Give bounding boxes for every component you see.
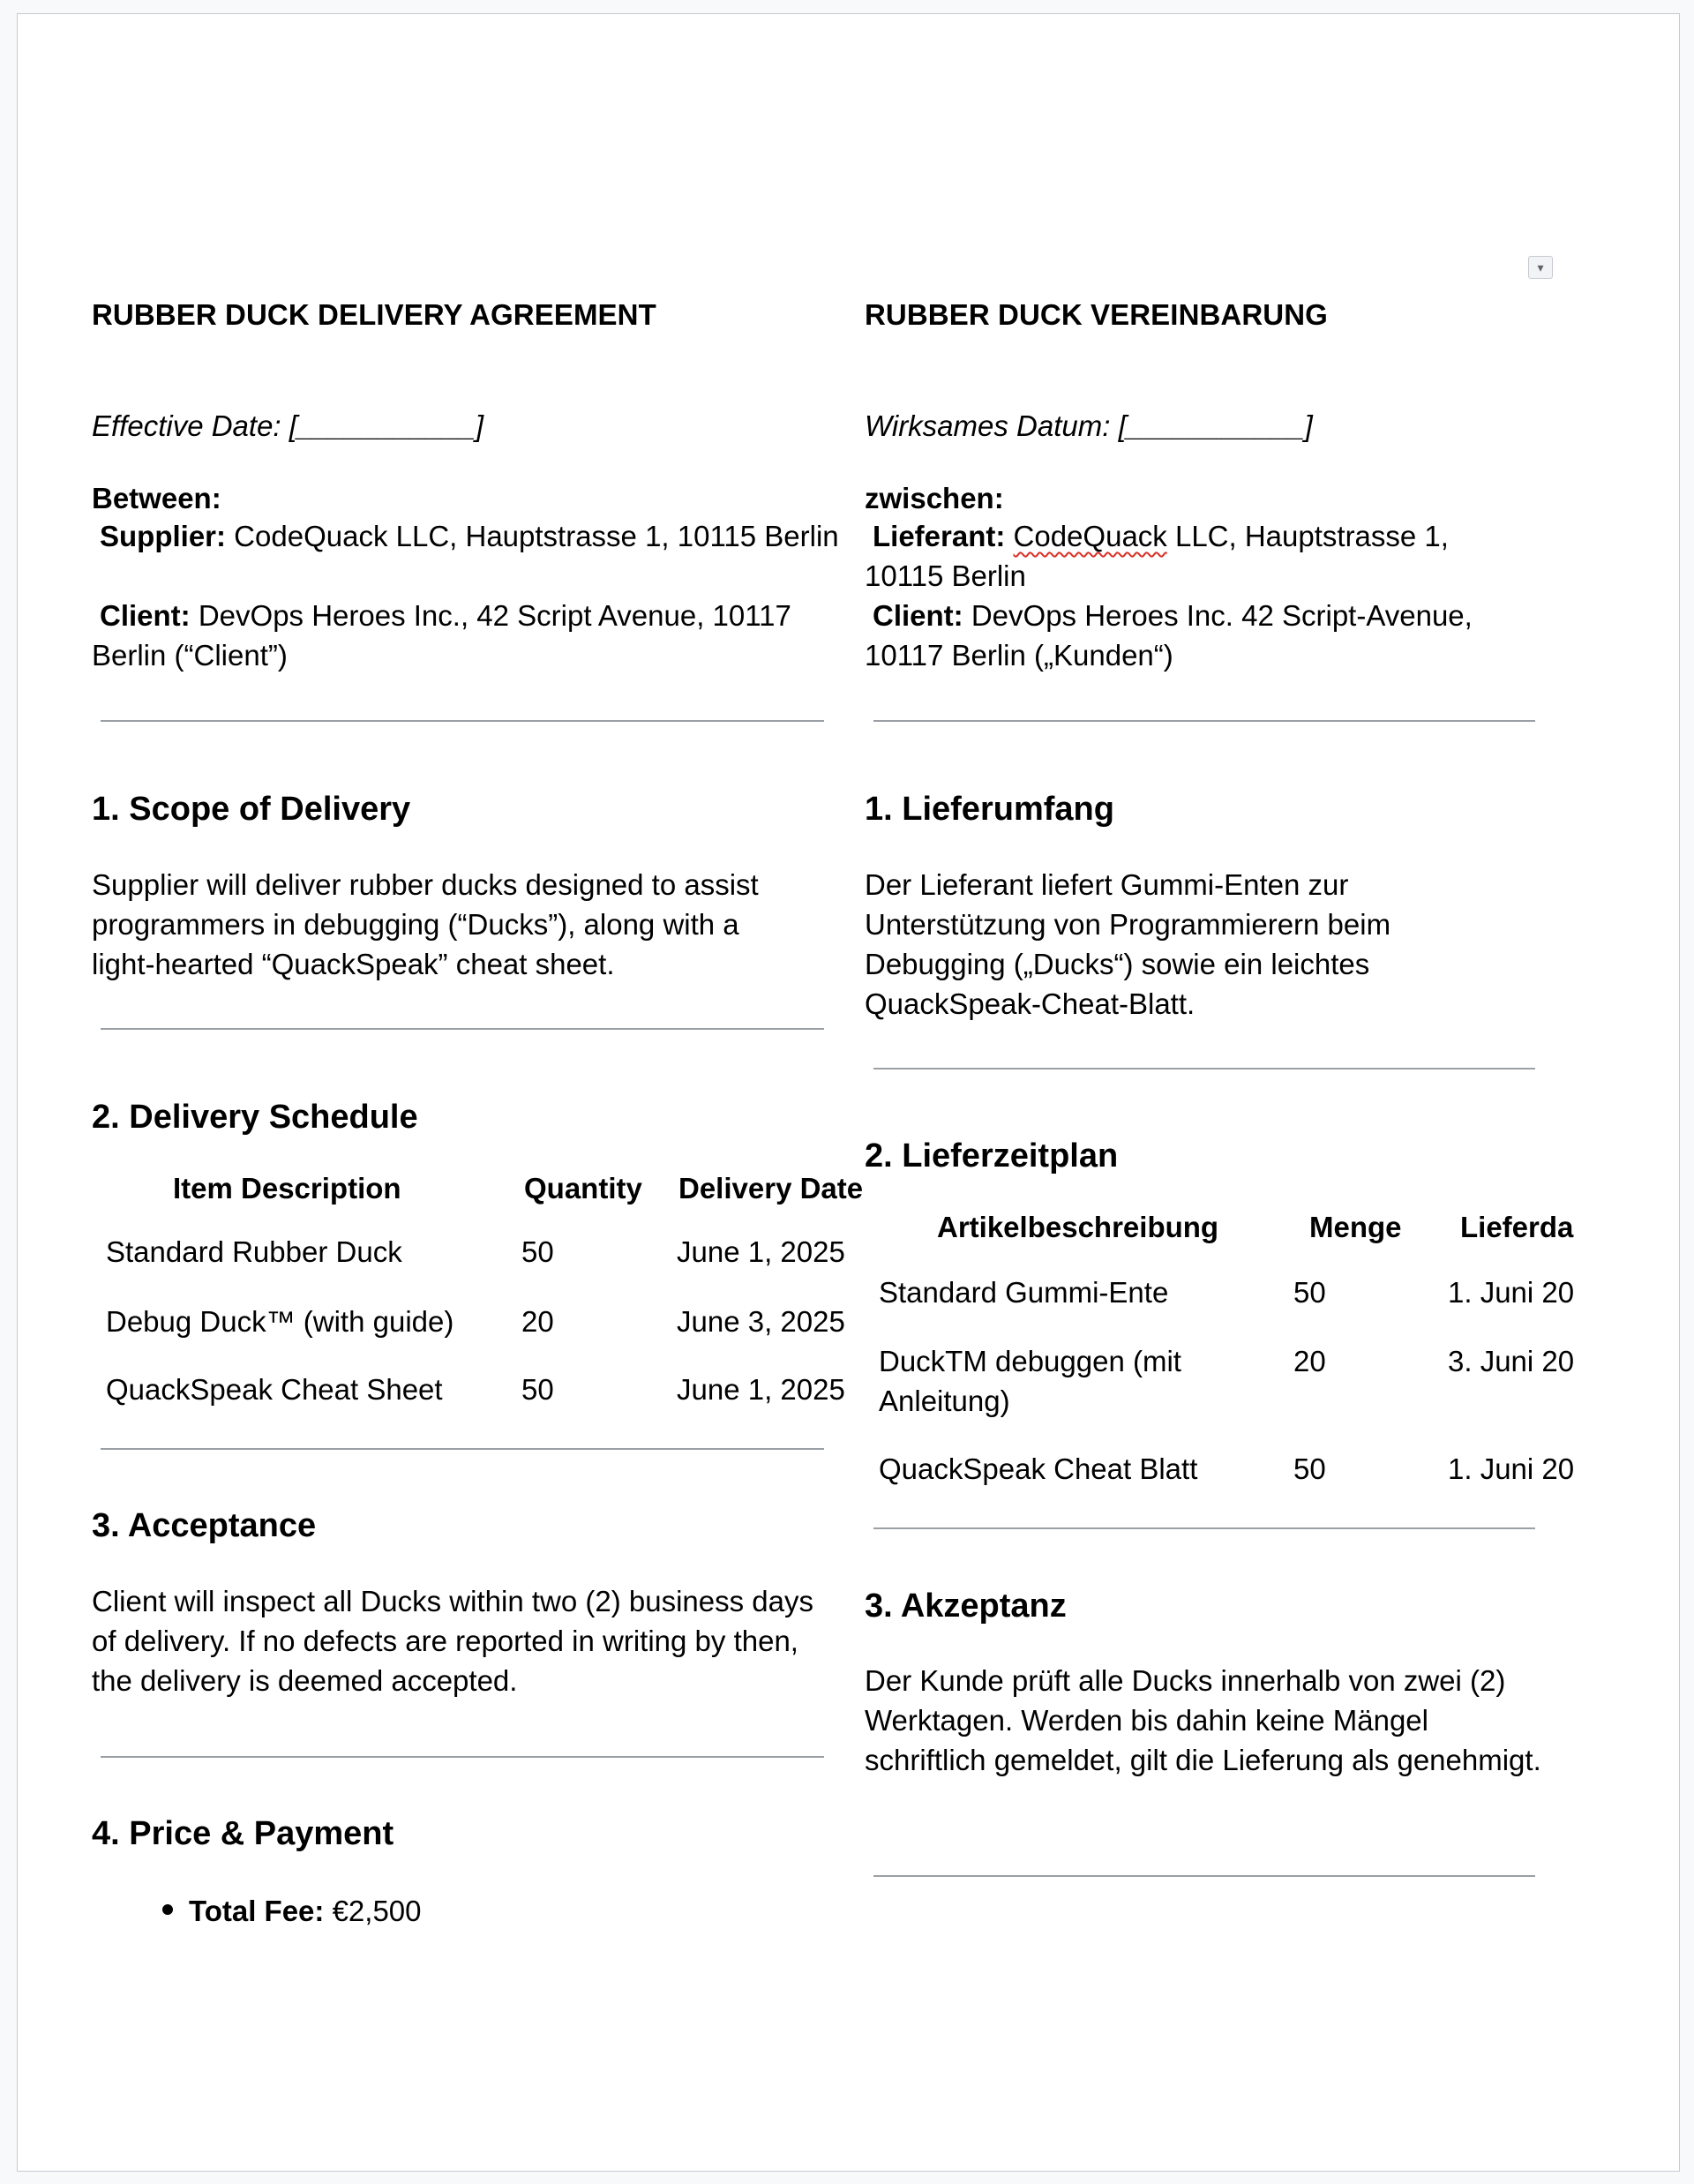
section2-heading-en: 2. Delivery Schedule	[92, 1099, 418, 1136]
between-label-de: zwischen:	[865, 482, 1004, 514]
supplier-company-de: CodeQuack	[1013, 520, 1167, 552]
table-header: Lieferda	[1460, 1211, 1574, 1243]
table-header: Menge	[1309, 1211, 1402, 1243]
client-label-en: Client:	[100, 599, 191, 632]
table-cell: Standard Rubber Duck	[106, 1235, 402, 1268]
table-header: Item Description	[173, 1172, 401, 1205]
table-cell: 20	[1293, 1345, 1326, 1377]
section1-heading-en: 1. Scope of Delivery	[92, 791, 411, 828]
supplier-label-en: Supplier:	[100, 520, 227, 552]
table-cell: 1. Juni 20	[1448, 1452, 1575, 1485]
client-line-en	[92, 596, 851, 675]
section3-body-de: Der Kunde prüft alle Ducks innerhalb von zwei (2) Werktagen. Werden bis dahin keine Mängel schriftlich gemeldet, gilt die Lieferung als genehmigt.	[865, 1664, 1541, 1776]
section1-body-de: Der Lieferant liefert Gummi-Enten zur Unterstützung von Programmierern beim Debugging („Ducks“) sowie ein leichtes QuackSpeak-Cheat-Blatt.	[865, 868, 1391, 1020]
table-cell: 3. Juni 20	[1448, 1345, 1575, 1377]
section3-body-en: Client will inspect all Ducks within two (2) business days of delivery. If no defects are reported in writing by then, the delivery is deemed accepted.	[92, 1585, 813, 1697]
divider	[873, 1527, 1535, 1529]
doc-title-de: RUBBER DUCK VEREINBARUNG	[865, 298, 1328, 331]
section3-heading-de: 3. Akzeptanz	[865, 1587, 1067, 1625]
table-cell: 50	[1293, 1276, 1326, 1309]
document-page	[17, 13, 1680, 2172]
table-header: Quantity	[524, 1172, 642, 1205]
table-cell: QuackSpeak Cheat Blatt	[879, 1452, 1198, 1485]
divider	[873, 1875, 1535, 1877]
table-cell: Debug Duck™ (with guide)	[106, 1305, 454, 1338]
table-cell: 50	[1293, 1452, 1326, 1485]
chevron-down-icon: ▾	[1537, 259, 1544, 274]
client-label-de: Client:	[873, 599, 963, 632]
effective-date-en: Effective Date: [___________]	[92, 409, 483, 442]
table-cell: 50	[521, 1373, 554, 1406]
section1-heading-de: 1. Lieferumfang	[865, 791, 1114, 828]
table-cell: Standard Gummi-Ente	[879, 1276, 1169, 1309]
fee-value: €2,500	[324, 1895, 422, 1927]
section4-heading-en: 4. Price & Payment	[92, 1815, 394, 1852]
divider	[101, 1448, 824, 1450]
divider	[101, 1028, 824, 1030]
effective-date-de: Wirksames Datum: [___________]	[865, 409, 1313, 442]
divider	[101, 1756, 824, 1758]
table-cell: 20	[521, 1305, 554, 1338]
bullet-icon	[162, 1904, 173, 1915]
supplier-line-en	[92, 516, 851, 556]
table-cell: 1. Juni 20	[1448, 1276, 1575, 1309]
client-text-en: DevOps Heroes Inc., 42 Script Avenue, 10117 Berlin (“Client”)	[92, 599, 791, 672]
supplier-label-de: Lieferant:	[873, 520, 1006, 552]
table-cell: 50	[521, 1235, 554, 1268]
section2-heading-de: 2. Lieferzeitplan	[865, 1137, 1119, 1175]
section1-body-en: Supplier will deliver rubber ducks designed to assist programmers in debugging (“Ducks”), along with a light-hearted “QuackSpeak” cheat sheet.	[92, 868, 759, 980]
table-cell: QuackSpeak Cheat Sheet	[106, 1373, 443, 1406]
between-label-en: Between:	[92, 482, 221, 514]
supplier-text-de: LLC, Hauptstrasse 1, 10115 Berlin	[865, 520, 1449, 592]
table-header: Artikelbeschreibung	[937, 1211, 1219, 1243]
table-header: Delivery Date	[678, 1172, 864, 1205]
supplier-text-en: CodeQuack LLC, Hauptstrasse 1, 10115 Berlin	[226, 520, 839, 552]
table-cell: June 3, 2025	[677, 1305, 845, 1338]
fee-label: Total Fee:	[189, 1895, 325, 1927]
table-cell: June 1, 2025	[677, 1373, 845, 1406]
total-fee-line	[189, 1895, 422, 1928]
client-text-de: DevOps Heroes Inc. 42 Script-Avenue, 10117 Berlin („Kunden“)	[865, 599, 1473, 672]
table-cell: June 1, 2025	[677, 1235, 845, 1268]
doc-title-en: RUBBER DUCK DELIVERY AGREEMENT	[92, 298, 656, 331]
section3-heading-en: 3. Acceptance	[92, 1507, 317, 1544]
table-cell: DuckTM debuggen (mit Anleitung)	[879, 1345, 1181, 1417]
delivery-table-de	[865, 14, 1579, 2132]
divider	[101, 720, 824, 722]
